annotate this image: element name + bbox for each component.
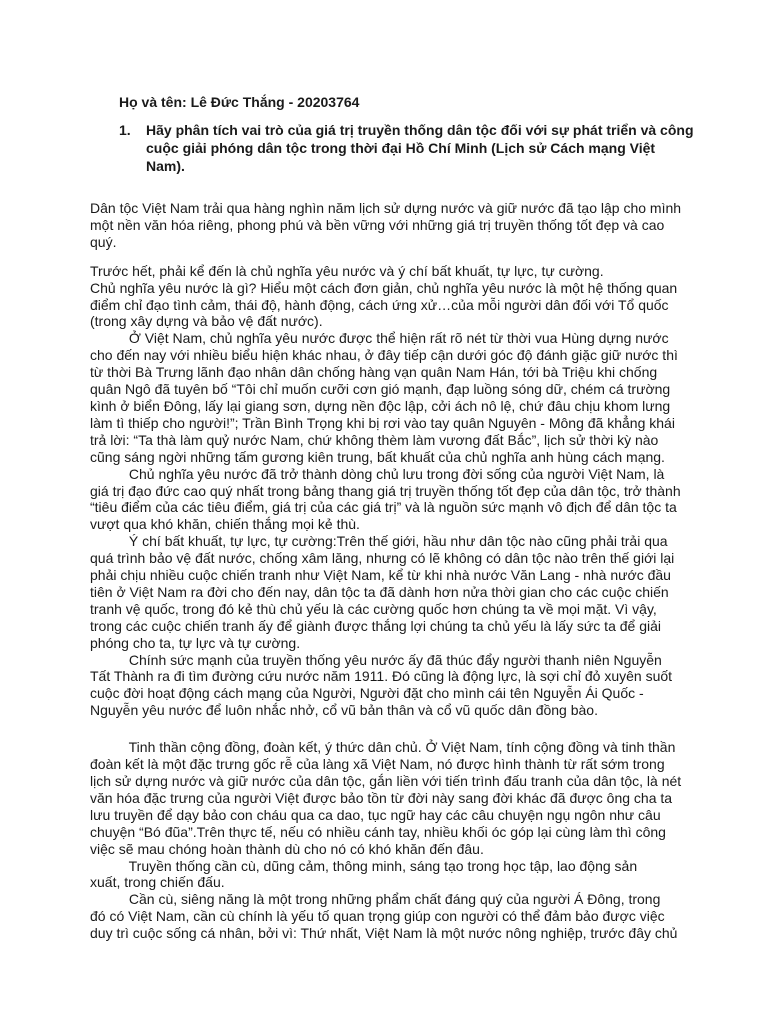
question-text bbox=[119, 121, 694, 175]
student-name-line: Họ và tên: Lê Đức Thắng - 20203764 bbox=[119, 94, 360, 110]
paragraph-intro bbox=[90, 200, 680, 251]
text-line: xuất, trong chiến đấu. bbox=[90, 874, 225, 891]
text-line: lịch sử dựng nước và giữ nước của dân tộc, gắn liền với tiến trình đấu tranh của dân tộc, là nét bbox=[90, 773, 682, 789]
text-line: cuộc đời hoạt động cách mạng của Người, Người đặt cho mình cái tên Nguyễn Ái Quốc - bbox=[90, 685, 644, 702]
text-line: Ở Việt Nam, chủ nghĩa yêu nước được thể hiện rất rõ nét từ thời vua Hùng dựng nước bbox=[90, 330, 669, 347]
text-line: phóng cho ta, tự lực và tự cường. bbox=[90, 634, 301, 651]
text-line: Chủ nghĩa yêu nước đã trở thành dòng chủ lưu trong đời sống của người Việt Nam, là bbox=[90, 465, 665, 482]
text-line: Trước hết, phải kể đến là chủ nghĩa yêu nước và ý chí bất khuất, tự lực, tự cường. bbox=[90, 262, 604, 279]
text-line: (trong xây dựng và bảo vệ đất nước). bbox=[90, 313, 323, 330]
text-line: phải chịu nhiều cuộc chiến tranh như Việt Nam, kể từ khi nhà nước Văn Lang - nhà nước đầu bbox=[90, 567, 671, 584]
text-line: điểm chỉ đạo tình cảm, thái độ, hành động, cách ứng xử…của mỗi người dân đối với Tổ quốc bbox=[90, 296, 669, 313]
text-line: Dân tộc Việt Nam trải qua hàng nghìn năm lịch sử dựng nước và giữ nước đã tạo lập cho mình bbox=[90, 200, 682, 216]
text-line: kình ở biển Đông, lấy lại giang sơn, dựng nền độc lập, cởi ách nô lệ, chứ đâu chịu khom lưng bbox=[90, 397, 671, 414]
question-line: Nam). bbox=[146, 158, 185, 174]
paragraph-patriotism bbox=[90, 263, 680, 719]
text-line: tranh vệ quốc, trong đó kẻ thù chủ yếu là các cường quốc hơn chúng ta về mọi mặt. Vì vậy, bbox=[90, 600, 657, 617]
text-line: Truyền thống cần cù, dũng cảm, thông minh, sáng tạo trong học tập, lao động sản bbox=[90, 857, 638, 874]
text-line: trong các cuộc chiến tranh ấy để giành được thắng lợi chúng ta chủ yếu là lấy sức ta để giải bbox=[90, 617, 661, 634]
text-line: Chủ nghĩa yêu nước là gì? Hiểu một cách đơn giản, chủ nghĩa yêu nước là một hệ thống quan bbox=[90, 279, 678, 296]
text-line: “tiêu điểm của các tiêu điểm, giá trị của các giá trị” và là nguồn sức mạnh vô địch để dân tộc ta bbox=[90, 499, 677, 516]
text-line: Nguyễn yêu nước để luôn nhắc nhở, cổ vũ bản thân và cổ vũ quốc dân đồng bào. bbox=[90, 702, 598, 719]
text-line: việc sẽ mau chóng hoàn thành dù cho nó có khó khăn đến đâu. bbox=[90, 840, 484, 857]
text-line: tiên ở Việt Nam ra đời cho đến nay, dân tộc ta đã dành hơn nửa thời gian cho các cuộc chiến bbox=[90, 583, 669, 600]
text-line: từ thời Bà Trưng lãnh đạo nhân dân chống hàng vạn quân Nam Hán, tới bà Triệu khi chống bbox=[90, 364, 658, 381]
question-number: 1. bbox=[119, 122, 131, 138]
text-line: chuyện “Bó đũa”.Trên thực tế, nếu có nhiều cánh tay, nhiều khối óc góp lại cùng làm thì công bbox=[90, 823, 666, 840]
question-block bbox=[119, 121, 694, 175]
text-line: cũng sáng ngời những tấm gương kiên trung, bất khuất của chủ nghĩa anh hùng cách mạng. bbox=[90, 448, 665, 465]
text-line: quá trình bảo vệ đất nước, chống xâm lăng, nhưng có lẽ không có dân tộc nào trên thế giới lại bbox=[90, 550, 675, 567]
text-line: một nền văn hóa riêng, phong phú và bền vững với những giá trị truyền thống tốt đẹp và cao bbox=[90, 216, 665, 233]
text-line: Tinh thần cộng đồng, đoàn kết, ý thức dân chủ. Ở Việt Nam, tính cộng đồng và tinh thần bbox=[90, 739, 676, 756]
text-line: Chính sức mạnh của truyền thống yêu nước ấy đã thúc đẩy người thanh niên Nguyễn bbox=[90, 651, 662, 668]
question-line: Hãy phân tích vai trò của giá trị truyền thống dân tộc đối với sự phát triển và công bbox=[146, 122, 694, 138]
text-line: quân Ngô đã tuyên bố “Tôi chỉ muốn cưỡi cơn gió mạnh, đạp luồng sóng dữ, chém cá trường bbox=[90, 381, 671, 398]
question-line: cuộc giải phóng dân tộc trong thời đại Hồ Chí Minh (Lịch sử Cách mạng Việt bbox=[146, 140, 656, 156]
text-line: đó có Việt Nam, cần cù chính là yếu tố quan trọng giúp con người có thể đảm bảo được việc bbox=[90, 908, 665, 925]
text-line: văn hóa đặc trưng của người Việt được bảo tồn từ đời này sang đời khác đã được ông cha ta bbox=[90, 789, 673, 806]
text-line: vượt qua khó khăn, chiến thắng mọi kẻ thù. bbox=[90, 516, 360, 533]
text-line: lưu truyền để dạy bảo con cháu qua ca dao, tục ngữ hay các câu chuyện ngụ ngôn như câu bbox=[90, 806, 661, 823]
text-line: Ý chí bất khuất, tự lực, tự cường:Trên thế giới, hầu như dân tộc nào cũng phải trải qua bbox=[90, 533, 668, 550]
paragraph-community bbox=[90, 739, 680, 942]
text-line: trả lời: “Ta thà làm quỷ nước Nam, chứ không thèm làm vương đất Bắc”, lịch sử thời kỳ nào bbox=[90, 431, 659, 448]
essay-body bbox=[90, 200, 680, 942]
text-line: giá trị đạo đức cao quý nhất trong bảng thang giá trị truyền thống tốt đẹp của dân tộc, trở thành bbox=[90, 482, 681, 499]
text-line: cho đến nay với nhiều biểu hiện khác nhau, ở đây tiếp cận dưới góc độ đánh giặc giữ nước thì bbox=[90, 347, 678, 364]
text-line: duy trì cuộc sống cá nhân, bởi vì: Thứ nhất, Việt Nam là một nước nông nghiệp, trước đây chủ bbox=[90, 925, 678, 942]
text-line: Cần cù, siêng năng là một trong những phẩm chất đáng quý của người Á Đông, trong bbox=[90, 891, 661, 908]
text-line: quý. bbox=[90, 233, 117, 250]
text-line: làm tì thiếp cho người!”; Trần Bình Trọng khi bị rơi vào tay quân Nguyên - Mông đã khẳng khái bbox=[90, 414, 675, 431]
text-line: đoàn kết là một đặc trưng gốc rễ của làng xã Việt Nam, nó được hình thành từ rất sớm trong bbox=[90, 756, 665, 773]
text-line: Tất Thành ra đi tìm đường cứu nước năm 1911. Đó cũng là động lực, là sợi chỉ đỏ xuyên suốt bbox=[90, 668, 673, 685]
